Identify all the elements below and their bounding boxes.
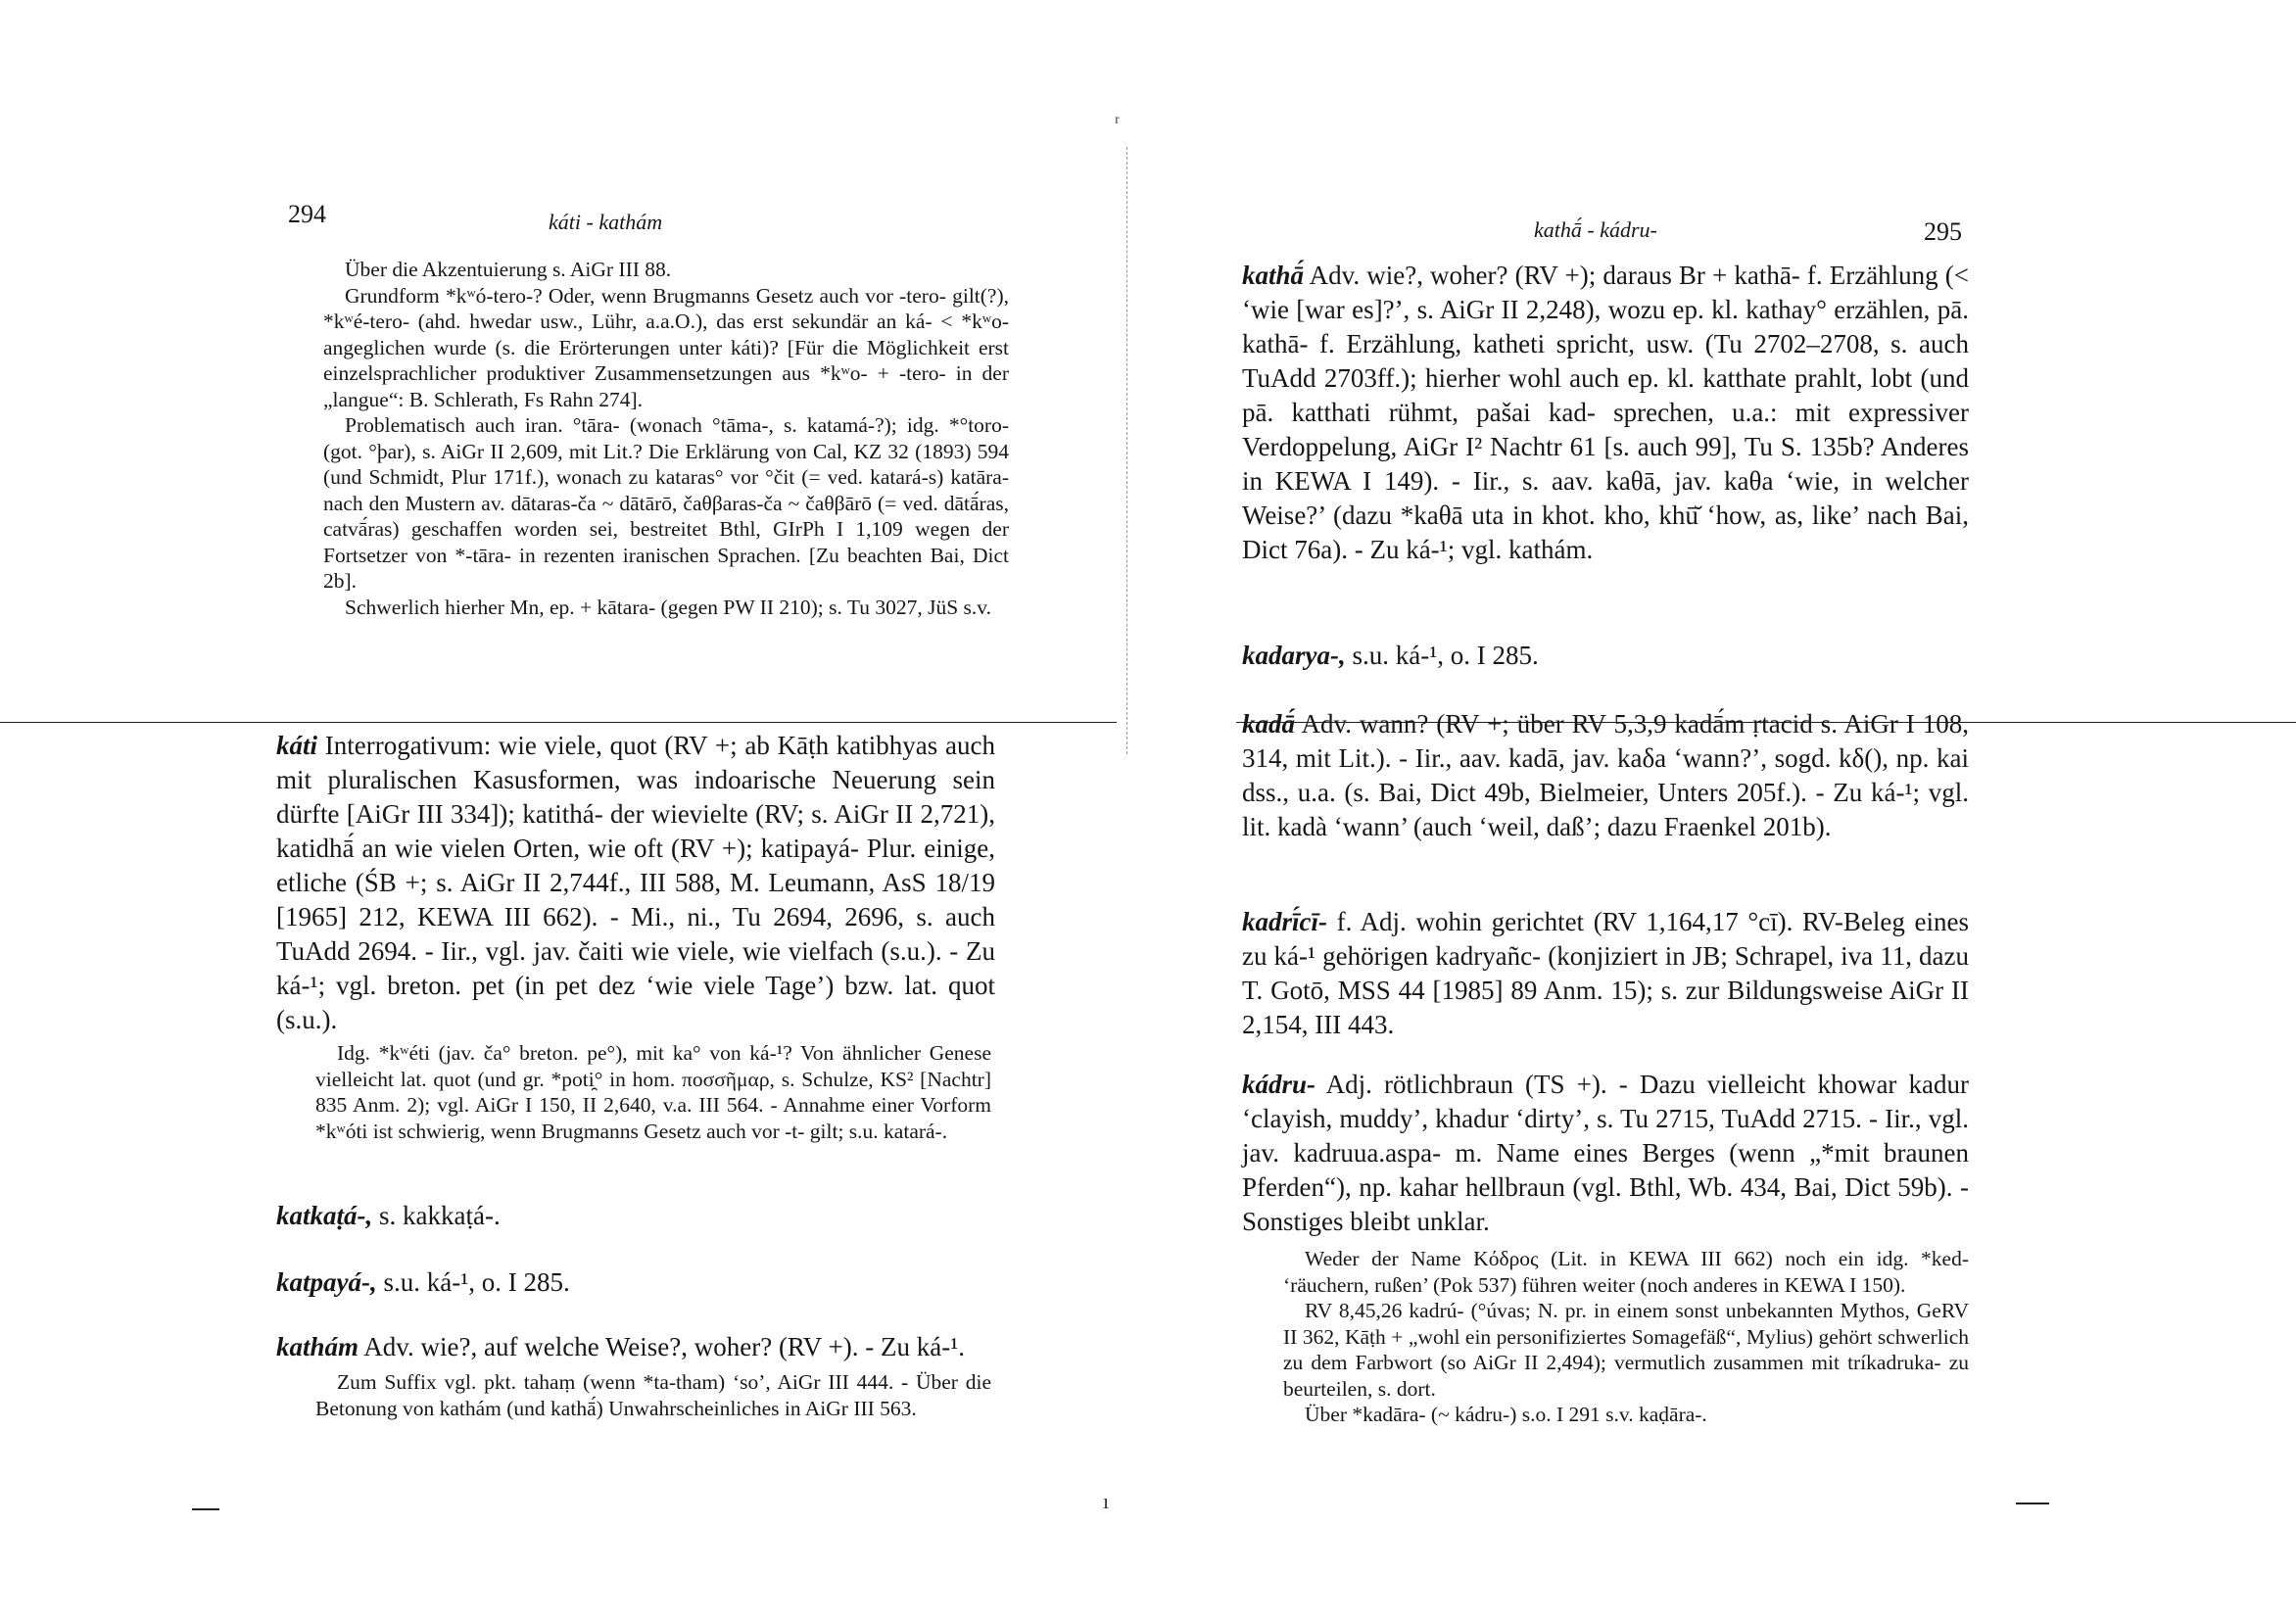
entry-kada xyxy=(1242,707,1969,844)
page-number: 295 xyxy=(1924,217,1962,246)
entry-text: Interrogativum: wie viele, quot (RV +; ab Kāṭh katibhyas auch mit pluralischen Kasusformen, was indoarische Neuerung sein dürfte [AiGr III 334]); katithá- der wievielte (RV; s. AiGr II 2,721), katidhā́ an wie vielen Orten, wie oft (RV +); katipayá- Plur. einige, etliche (ŚB +; s. AiGr II 2,744f., III 588, M. Leumann, AsS 18/19 [1965] 212, KEWA III 662). - Mi., ni., Tu 2694, 2696, s. auch TuAdd 2694. - Iir., vgl. jav. čaiti wie viele, wie vielfach (s.u.). - Zu ká-¹; vgl. breton. pet (in pet dez ‘wie viele Tage’) bzw. lat. quot (s.u.). xyxy=(276,731,995,1034)
entry-kadarya xyxy=(1242,639,1969,673)
gutter-mark: ʳ xyxy=(1115,110,1120,134)
entry-text: Adv. wann? (RV +; über RV 5,3,9 kadā́m ṛtacid s. AiGr I 108, 314, mit Lit.). - Iir., aav. kadā, jav. kaδa ‘wann?’, sogd. kδ(), np. kai dss., u.a. (s. Bai, Dict 49b, Bielmeier, Unters 205f.). - Zu ká-¹; vgl. lit. kadà ‘wann’ (auch ‘weil, daß’; dazu Fraenkel 201b). xyxy=(1242,709,1969,841)
running-head: káti - kathám xyxy=(549,210,663,234)
lemma: katpayá-, xyxy=(276,1267,377,1297)
note-paragraph: Über die Akzentuierung s. AiGr III 88. xyxy=(345,258,672,281)
entry-katkata xyxy=(276,1199,995,1233)
entry-text: f. Adj. wohin gerichtet (RV 1,164,17 °cī). RV-Beleg eines zu ká-¹ gehörigen kadryañc- (konjiziert in JB; Schrapel, iva 11, dazu T. Gotō, MSS 44 [1985] 89 Anm. 15); s. zur Bildungsweise AiGr II 2,154, III 443. xyxy=(1242,907,1969,1039)
scan-line-left xyxy=(0,722,1117,723)
continuation-note xyxy=(323,257,1009,620)
lemma: katkaṭá-, xyxy=(276,1201,373,1230)
entry-kadru-notes xyxy=(1283,1246,1969,1428)
lemma: kathám xyxy=(276,1332,359,1361)
right-page xyxy=(1136,0,2296,1622)
note-paragraph: Weder der Name Κόδρος (Lit. in KEWA III 662) noch ein idg. *ked- ‘räuchern, rußen’ (Pok 537) führen weiter (noch anderes in KEWA I 150). xyxy=(1283,1247,1969,1297)
lemma: káti xyxy=(276,731,318,760)
running-head: kathā́ - kádru- xyxy=(1534,217,1657,242)
entry-text: s. kakkaṭá-. xyxy=(379,1201,501,1230)
entry-text: Adv. wie?, woher? (RV +); daraus Br + kathā- f. Erzählung (< ‘wie [war es]?’, s. AiGr II 2,248), wozu ep. kl. kathay° erzählen, pā. kathā- f. Erzählung, katheti spricht, usw. (Tu 2702–2708, s. auch TuAdd 2703ff.); hierher wohl auch ep. kl. katthate prahlt, lobt (und pā. katthati rühmt, pašai kad- sprechen, u.a.: mit expressiver Verdoppelung, AiGr I² Nachtr 61 [s. auch 99], Tu S. 135b? Anderes in KEWA I 149). - Iir., s. aav. kaθā, jav. kaθa ‘wie, in welcher Weise?’ (dazu *kaθā uta in khot. kho, khū̆ ‘how, as, like’ nach Bai, Dict 76a). - Zu ká-¹; vgl. kathám. xyxy=(1242,261,1969,564)
note-paragraph: Grundform *kʷó-tero-? Oder, wenn Brugmanns Gesetz auch vor -tero- gilt(?), *kʷé-tero- (ahd. hwedar usw., Lühr, a.a.O.), das erst sekundär an ká- < *kʷo- angeglichen wurde (s. die Erörterungen unter káti)? [Für die Möglichkeit erst einzelsprachlicher produktiver Zusammensetzungen aus *kʷo- + -tero- in der „langue“: B. Schlerath, Fs Rahn 274]. xyxy=(323,283,1009,411)
lemma: kathā́ xyxy=(1242,261,1305,290)
entry-text: Adv. wie?, auf welche Weise?, woher? (RV +). - Zu ká-¹. xyxy=(363,1332,966,1361)
entry-katha xyxy=(1242,259,1969,567)
entry-text: s.u. ká-¹, o. I 285. xyxy=(383,1267,570,1297)
note-paragraph: Über *kadāra- (~ kádru-) s.o. I 291 s.v. kaḍāra-. xyxy=(1305,1403,1707,1426)
left-page xyxy=(0,0,1136,1622)
corner-dash xyxy=(192,1508,219,1510)
entry-katpaya xyxy=(276,1265,995,1300)
gutter-mark: ı xyxy=(1103,1489,1110,1513)
entry-kadru xyxy=(1242,1068,1969,1239)
lemma: kádru- xyxy=(1242,1070,1316,1099)
corner-dash xyxy=(2016,1503,2049,1504)
entry-katham-note xyxy=(315,1369,991,1421)
note-paragraph: Problematisch auch iran. °tāra- (wonach °tāma-, s. katamá-?); idg. *°toro- (got. °þar), s. AiGr II 2,609, mit Lit.? Die Erklärung von Cal, KZ 32 (1893) 594 (und Schmidt, Plur 171f.), wonach zu kataras° vor °čit (= ved. katará-s) katāra- nach den Mustern av. dātaras-ča ~ dātārō, čaθβaras-ča ~ čaθβārō (= ved. dātā́ras, catvā́ras) geschaffen worden sei, bestreitet Bthl, GIrPh I 1,109 wegen der Fortsetzer von *-tāra- in rezenten iranischen Sprachen. [Zu beachten Bai, Dict 2b]. xyxy=(323,413,1009,593)
entry-kati xyxy=(276,729,995,1037)
page-number: 294 xyxy=(288,200,326,228)
note-paragraph: Zum Suffix vgl. pkt. tahaṃ (wenn *ta-tham) ‘so’, AiGr III 444. - Über die Betonung von kathám (und kathā́) Unwahrscheinliches in AiGr III 563. xyxy=(315,1370,991,1420)
entry-kati-note xyxy=(315,1040,991,1144)
note-paragraph: Idg. *kʷéti (jav. ča° breton. pe°), mit ka° von ká-¹? Von ähnlicher Genese vielleicht lat. quot (und gr. *poti̯° in hom. ποσσῆμαρ, s. Schulze, KS² [Nachtr] 835 Anm. 2); vgl. AiGr I 150, II 2,640, v.a. III 564. - Annahme einer Vorform *kʷóti ist schwierig, wenn Brugmanns Gesetz auch vor -t- gilt; s.u. katará-. xyxy=(315,1041,991,1143)
note-paragraph: RV 8,45,26 kadrú- (°úvas; N. pr. in einem sonst unbekannten Mythos, GeRV II 362, Kāṭh + „wohl ein personifiziertes Somagefäß“, Mylius) gehört schwerlich zu dem Farbwort (so AiGr II 2,494); vermutlich zusammen mit tríkadruka- zu beurteilen, s. dort. xyxy=(1283,1299,1969,1401)
entry-text: Adj. rötlichbraun (TS +). - Dazu vielleicht khowar kadur ‘clayish, muddy’, khadur ‘dirty’, s. Tu 2715, TuAdd 2715. - Iir., vgl. jav. kadruua.aspa- m. Name eines Berges (wenn „*mit braunen Pferden“), np. kahar hellbraun (vgl. Bthl, Wb. 434, Bai, Dict 59b). - Sonstiges bleibt unklar. xyxy=(1242,1070,1969,1236)
lemma: kadā́ xyxy=(1242,709,1295,739)
entry-text: s.u. ká-¹, o. I 285. xyxy=(1352,641,1539,670)
note-paragraph: Schwerlich hierher Mn, ep. + kātara- (gegen PW II 210); s. Tu 3027, JüS s.v. xyxy=(345,595,992,619)
entry-katham xyxy=(276,1330,995,1364)
scan-line-right xyxy=(1236,722,2296,723)
entry-kadrici xyxy=(1242,905,1969,1042)
gutter-line xyxy=(1126,147,1127,754)
lemma: kadarya-, xyxy=(1242,641,1346,670)
lemma: kadrī́cī- xyxy=(1242,907,1327,936)
